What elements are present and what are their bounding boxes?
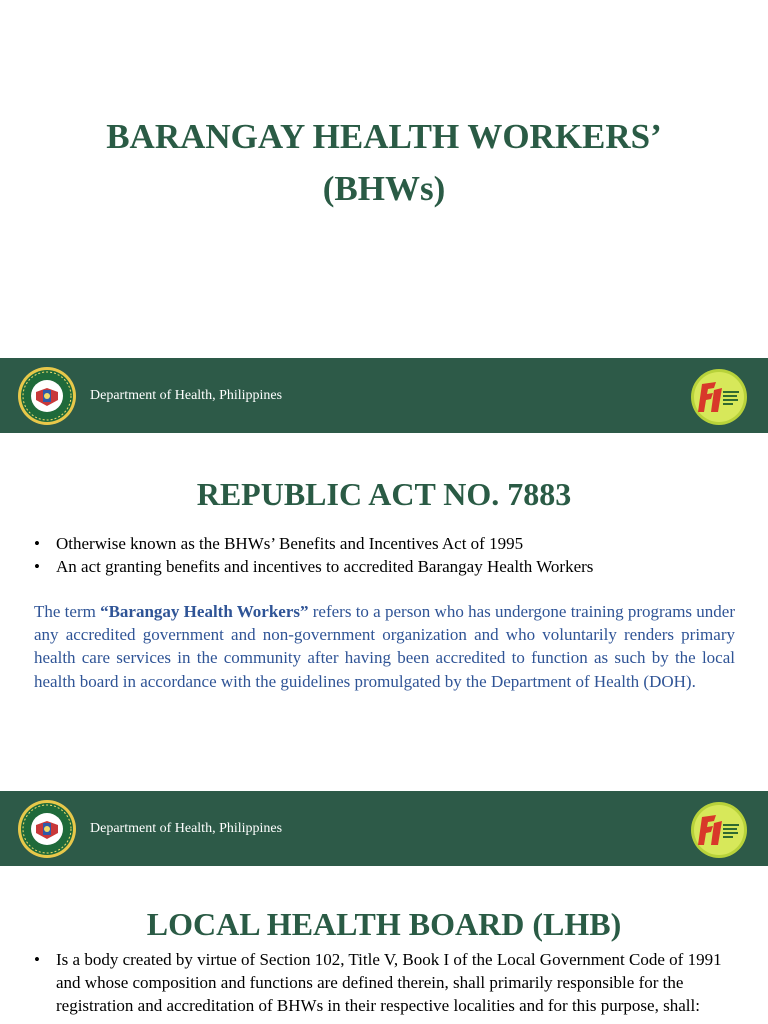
doh-seal-icon — [17, 366, 77, 426]
bhw-definition — [34, 600, 735, 693]
list-item-text: Otherwise known as the BHWs’ Benefits and Incentives Act of 1995 — [56, 534, 524, 553]
definition-body: refers to a person who has undergone training programs under any accredited government and non-government organization and who voluntarily renders primary health care services in the community after having been accredited to function as such by the local health board in accordance with the guidelines promulgated by the Department of Health (DOH). — [34, 602, 735, 691]
ra-bullet-list — [34, 532, 734, 578]
org-name: Department of Health, Philippines — [90, 821, 283, 836]
bullet-icon: • — [34, 534, 40, 553]
list-item — [34, 555, 734, 578]
definition-term: “Barangay Health Workers” — [100, 602, 309, 621]
bullet-icon: • — [34, 950, 40, 969]
lhb-bullet-list — [34, 948, 734, 1017]
bullet-icon: • — [34, 557, 40, 576]
list-item-text: Is a body created by virtue of Section 102, Title V, Book I of the Local Government Code of 1991 and whose composition and functions are defined therein, shall primarily responsible for the registration and accreditation of BHWs in their respective localities and for this purpose, shall: — [56, 950, 722, 1015]
universal-health-care-logo-icon — [690, 368, 748, 426]
footer-band — [0, 358, 768, 433]
section-heading-ra-7883: REPUBLIC ACT NO. 7883 — [196, 476, 572, 512]
section-heading-lhb: LOCAL HEALTH BOARD (LHB) — [146, 906, 622, 942]
org-name: Department of Health, Philippines — [90, 388, 283, 403]
list-item — [34, 532, 734, 555]
slide-title-line2: (BHWs) — [322, 169, 446, 208]
footer-band — [0, 791, 768, 866]
list-item-text: An act granting benefits and incentives to accredited Barangay Health Workers — [56, 557, 594, 576]
slide-title-line1: BARANGAY HEALTH WORKERS’ — [106, 117, 662, 156]
slide-title — [0, 111, 768, 215]
definition-prefix: The term — [34, 602, 101, 621]
universal-health-care-logo-icon — [690, 801, 748, 859]
list-item — [34, 948, 734, 1017]
doh-seal-icon — [17, 799, 77, 859]
